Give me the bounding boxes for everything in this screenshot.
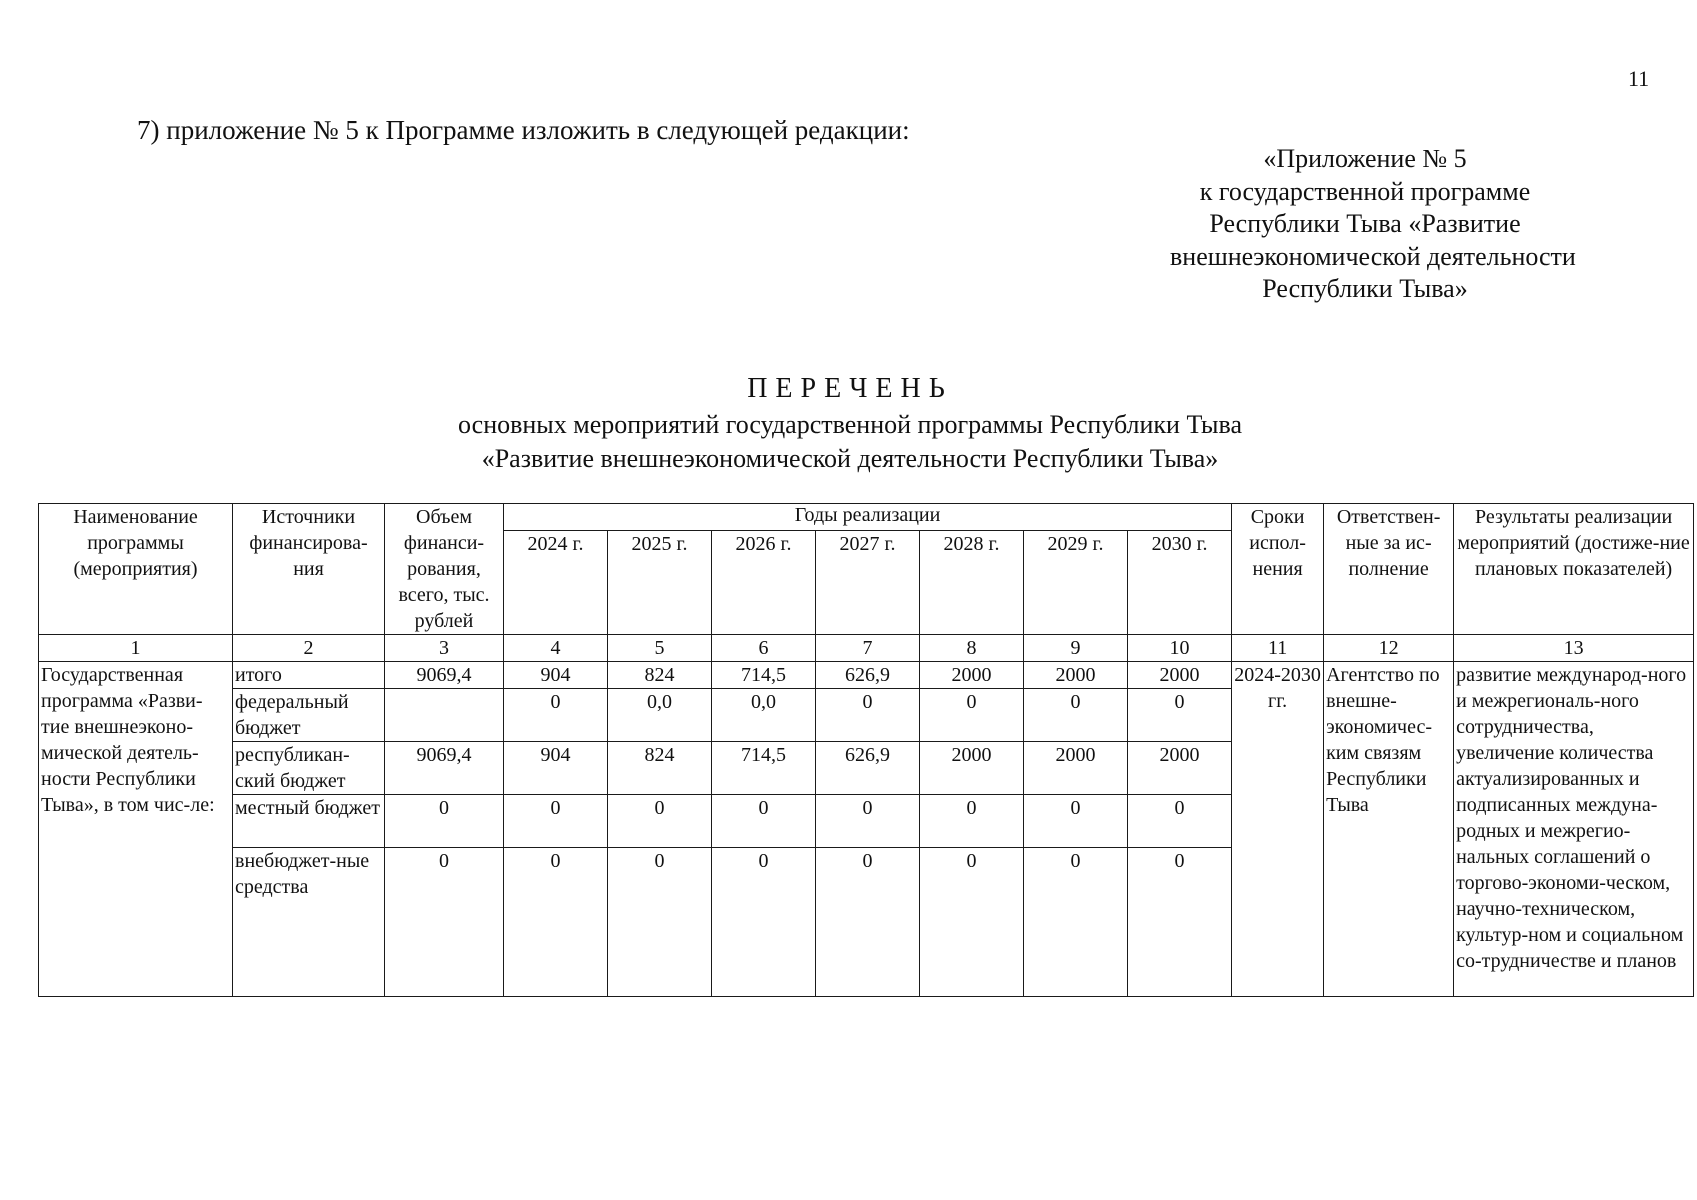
year-value: 0	[816, 689, 920, 742]
funding-volume: 9069,4	[385, 742, 504, 795]
year-value: 0,0	[608, 689, 712, 742]
table-row	[39, 662, 1694, 689]
title-line-2: «Развитие внешнеэкономической деятельности Республики Тыва»	[481, 444, 1219, 473]
column-number: 2	[233, 635, 385, 662]
header-results: Результаты реализации мероприятий (достиже-ние плановых показателей)	[1454, 504, 1694, 635]
year-value: 0	[1128, 795, 1232, 848]
document-title	[400, 370, 1300, 476]
year-value: 2000	[920, 742, 1024, 795]
header-year: 2027 г.	[816, 531, 920, 635]
column-number: 13	[1454, 635, 1694, 662]
year-value: 714,5	[712, 662, 816, 689]
responsible-party: Агентство по внешне-экономичес-ким связям Республики Тыва	[1324, 662, 1454, 997]
header-year: 2029 г.	[1024, 531, 1128, 635]
column-number: 3	[385, 635, 504, 662]
header-name: Наименование программы (мероприятия)	[39, 504, 233, 635]
year-value: 824	[608, 662, 712, 689]
year-value: 0	[1128, 848, 1232, 997]
year-value: 0	[816, 795, 920, 848]
year-value: 0	[712, 795, 816, 848]
column-number: 4	[504, 635, 608, 662]
title-line-1: основных мероприятий государственной программы Республики Тыва	[458, 410, 1242, 439]
year-value: 0	[920, 795, 1024, 848]
header-year: 2030 г.	[1128, 531, 1232, 635]
column-number: 9	[1024, 635, 1128, 662]
header-year: 2025 г.	[608, 531, 712, 635]
header-year: 2028 г.	[920, 531, 1024, 635]
year-value: 0	[608, 848, 712, 997]
title-heading: ПЕРЕЧЕНЬ	[747, 373, 953, 404]
funding-source: республикан-ский бюджет	[233, 742, 385, 795]
header-year: 2024 г.	[504, 531, 608, 635]
column-number: 5	[608, 635, 712, 662]
column-number: 10	[1128, 635, 1232, 662]
expected-results: развитие международ-ного и межрегиональ-ного сотрудничества, увеличение количества актуализированных и подписанных междуна-родных и межрегио-нальных соглашений о торгово-экономи-ческом, научно-техническом, культур-ном и социальном со-трудничестве и планов	[1454, 662, 1694, 997]
column-number: 12	[1324, 635, 1454, 662]
year-value: 714,5	[712, 742, 816, 795]
funding-volume: 0	[385, 795, 504, 848]
column-number: 8	[920, 635, 1024, 662]
year-value: 0	[504, 795, 608, 848]
column-number-row	[39, 635, 1694, 662]
appendix-line: Республики Тыва «Развитие	[1209, 209, 1521, 238]
program-name: Государственная программа «Разви-тие внешнеэконо-мической деятель-ности Республики Тыва», в том чис-ле:	[39, 662, 233, 997]
page-number: 11	[1628, 66, 1650, 91]
year-value: 0	[1128, 689, 1232, 742]
header-sources: Источники финансирова-ния	[233, 504, 385, 635]
year-value: 0	[1024, 689, 1128, 742]
year-value: 824	[608, 742, 712, 795]
year-value: 0	[1024, 848, 1128, 997]
year-value: 626,9	[816, 662, 920, 689]
funding-volume	[385, 689, 504, 742]
amendment-intro: 7) приложение № 5 к Программе изложить в следующей редакции:	[137, 115, 910, 145]
header-years-group: Годы реализации	[504, 504, 1232, 531]
year-value: 2000	[1128, 742, 1232, 795]
year-value: 0,0	[712, 689, 816, 742]
column-number: 7	[816, 635, 920, 662]
year-value: 0	[920, 689, 1024, 742]
year-value: 0	[712, 848, 816, 997]
year-value: 2000	[1024, 662, 1128, 689]
year-value: 0	[816, 848, 920, 997]
year-value: 0	[920, 848, 1024, 997]
funding-source: итого	[233, 662, 385, 689]
appendix-line: «Приложение № 5	[1263, 144, 1467, 173]
year-value: 904	[504, 742, 608, 795]
year-value: 2000	[1024, 742, 1128, 795]
header-year: 2026 г.	[712, 531, 816, 635]
funding-source: федеральный бюджет	[233, 689, 385, 742]
funding-source: местный бюджет	[233, 795, 385, 848]
deadline: 2024-2030 гг.	[1232, 662, 1324, 997]
appendix-line: Республики Тыва»	[1262, 274, 1468, 303]
column-number: 11	[1232, 635, 1324, 662]
year-value: 904	[504, 662, 608, 689]
year-value: 2000	[920, 662, 1024, 689]
year-value: 0	[504, 848, 608, 997]
year-value: 0	[1024, 795, 1128, 848]
year-value: 626,9	[816, 742, 920, 795]
funding-volume: 9069,4	[385, 662, 504, 689]
column-number: 6	[712, 635, 816, 662]
funding-source: внебюджет-ные средства	[233, 848, 385, 997]
appendix-line: внешнеэкономической деятельности	[1170, 241, 1576, 271]
activities-table	[38, 503, 1694, 997]
header-deadline: Сроки испол-нения	[1232, 504, 1324, 635]
year-value: 0	[608, 795, 712, 848]
header-responsible: Ответствен-ные за ис-полнение	[1324, 504, 1454, 635]
column-number: 1	[39, 635, 233, 662]
header-volume: Объем финанси-рования, всего, тыс. рублей	[385, 504, 504, 635]
appendix-reference	[1170, 143, 1576, 306]
funding-volume: 0	[385, 848, 504, 997]
year-value: 0	[504, 689, 608, 742]
appendix-line: к государственной программе	[1199, 176, 1531, 206]
year-value: 2000	[1128, 662, 1232, 689]
